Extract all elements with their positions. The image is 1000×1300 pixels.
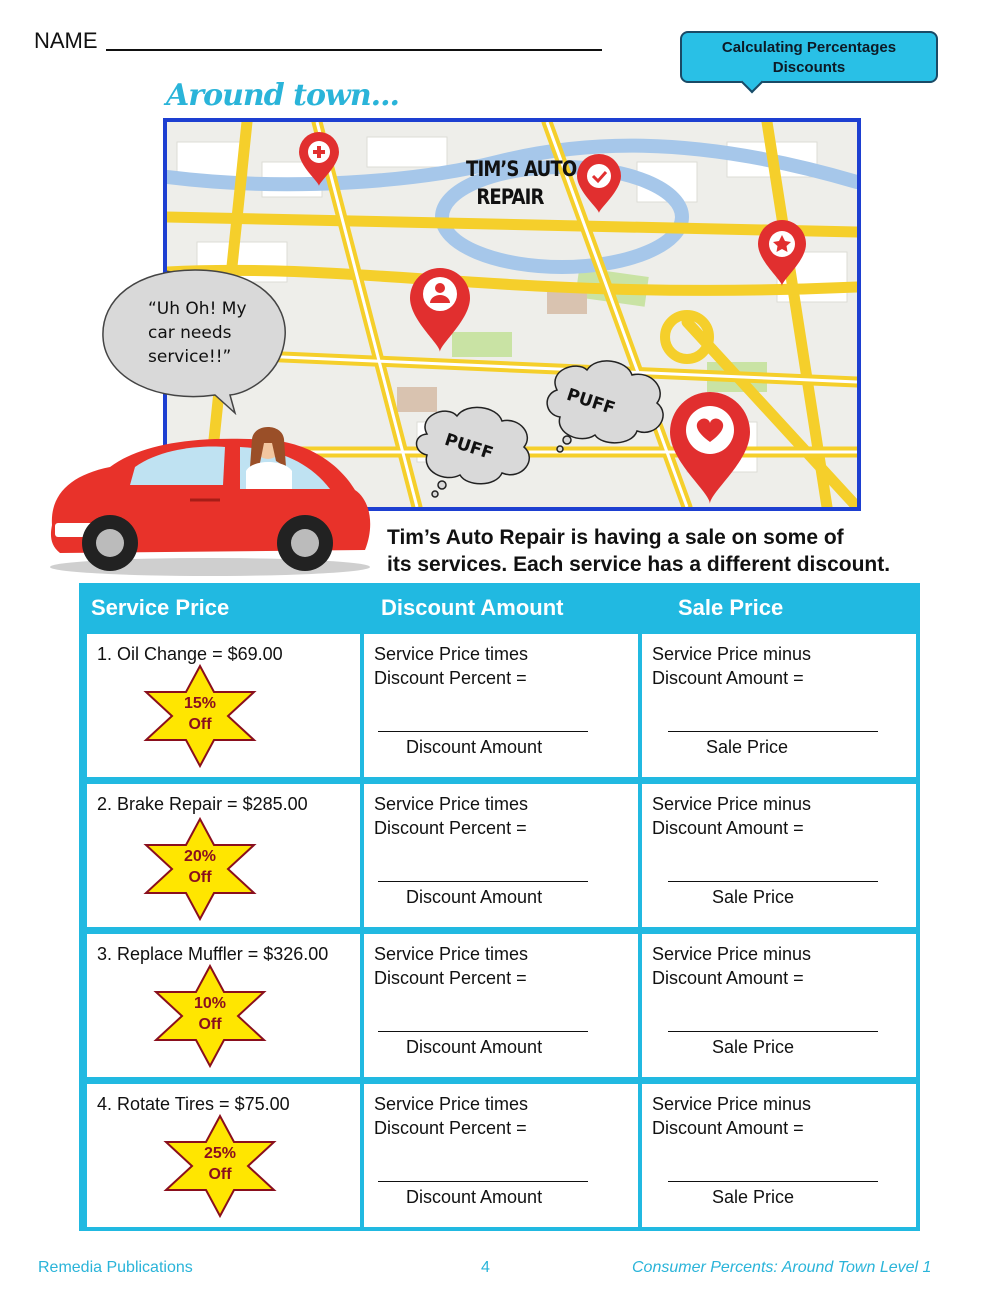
name-write-line[interactable] bbox=[106, 49, 602, 51]
header-sale-price: Sale Price bbox=[678, 595, 784, 620]
sale-instruction-line-1: Service Price minus bbox=[652, 644, 812, 664]
footer-book-title: Consumer Percents: Around Town Level 1 bbox=[632, 1259, 932, 1276]
topic-badge bbox=[680, 31, 938, 83]
sale-instruction bbox=[652, 792, 811, 840]
discount-answer-line[interactable] bbox=[378, 881, 588, 882]
sale-instruction-line-2: Discount Amount = bbox=[652, 818, 804, 838]
sale-cell bbox=[642, 934, 916, 1077]
speech-line-2: car needs bbox=[148, 323, 232, 343]
intro-line-2: its services. Each service has a different discount. bbox=[387, 553, 891, 576]
discount-instruction-line-2: Discount Percent = bbox=[374, 968, 527, 988]
discount-badge bbox=[152, 964, 268, 1068]
footer-publisher: Remedia Publications bbox=[38, 1259, 193, 1276]
sale-answer-line[interactable] bbox=[668, 881, 878, 882]
discount-instruction bbox=[374, 942, 528, 990]
discount-caption: Discount Amount bbox=[406, 1037, 543, 1057]
shop-name-label bbox=[466, 155, 576, 211]
discount-badge bbox=[142, 817, 258, 921]
table-header bbox=[79, 583, 920, 634]
sale-cell bbox=[642, 1084, 916, 1227]
discount-answer-line[interactable] bbox=[378, 731, 588, 732]
discount-instruction-line-2: Discount Percent = bbox=[374, 1118, 527, 1138]
discount-caption: Discount Amount bbox=[406, 887, 543, 907]
speech-line-3: service!!” bbox=[148, 347, 232, 367]
discount-percent: 10% bbox=[193, 995, 227, 1012]
footer-page-number: 4 bbox=[481, 1259, 490, 1276]
shop-name-line-1: TIM’S AUTO bbox=[466, 157, 577, 181]
sale-caption: Sale Price bbox=[712, 1187, 795, 1207]
discount-instruction-line-1: Service Price times bbox=[374, 1094, 529, 1114]
table-body bbox=[79, 634, 920, 1231]
puff-text-1: PUFF bbox=[564, 384, 618, 420]
service-label: 3. Replace Muffler = $326.00 bbox=[97, 944, 329, 964]
discount-caption: Discount Amount bbox=[406, 737, 543, 757]
discount-instruction bbox=[374, 642, 528, 690]
sale-answer-line[interactable] bbox=[668, 1031, 878, 1032]
sale-instruction-line-2: Discount Amount = bbox=[652, 1118, 804, 1138]
speech-text bbox=[148, 297, 273, 369]
discount-percent: 20% bbox=[183, 848, 217, 865]
discount-off: Off bbox=[188, 716, 212, 733]
sale-instruction-line-1: Service Price minus bbox=[652, 1094, 812, 1114]
discount-cell bbox=[364, 1084, 638, 1227]
sale-instruction-line-2: Discount Amount = bbox=[652, 968, 804, 988]
service-label: 4. Rotate Tires = $75.00 bbox=[97, 1094, 290, 1114]
service-cell bbox=[87, 784, 360, 927]
sale-instruction-line-1: Service Price minus bbox=[652, 944, 812, 964]
speech-line-1: “Uh Oh! My bbox=[148, 299, 247, 319]
discount-badge bbox=[162, 1114, 278, 1218]
header-discount-amount: Discount Amount bbox=[381, 595, 564, 620]
discount-caption: Discount Amount bbox=[406, 1187, 543, 1207]
sale-caption: Sale Price bbox=[706, 737, 789, 757]
shop-name-line-2: REPAIR bbox=[476, 185, 544, 209]
discount-table bbox=[79, 583, 920, 1231]
discount-percent: 15% bbox=[183, 695, 217, 712]
discount-instruction-line-2: Discount Percent = bbox=[374, 668, 527, 688]
service-cell bbox=[87, 1084, 360, 1227]
sale-cell bbox=[642, 634, 916, 777]
sale-caption: Sale Price bbox=[712, 1037, 795, 1057]
discount-cell bbox=[364, 934, 638, 1077]
discount-badge bbox=[142, 664, 258, 768]
sale-instruction-line-1: Service Price minus bbox=[652, 794, 812, 814]
sale-caption: Sale Price bbox=[712, 887, 795, 907]
discount-answer-line[interactable] bbox=[378, 1181, 588, 1182]
discount-instruction bbox=[374, 1092, 528, 1140]
topic-line-1: Calculating Percentages bbox=[721, 39, 897, 56]
puff-text-2: PUFF bbox=[442, 429, 496, 465]
discount-instruction-line-1: Service Price times bbox=[374, 944, 529, 964]
discount-instruction-line-1: Service Price times bbox=[374, 644, 529, 664]
discount-off: Off bbox=[198, 1016, 222, 1033]
intro-line-1: Tim’s Auto Repair is having a sale on some of bbox=[387, 526, 844, 549]
sale-instruction bbox=[652, 642, 811, 690]
discount-instruction bbox=[374, 792, 528, 840]
discount-off: Off bbox=[208, 1166, 232, 1183]
sale-cell bbox=[642, 784, 916, 927]
sale-answer-line[interactable] bbox=[668, 731, 878, 732]
header-service-price: Service Price bbox=[91, 595, 230, 620]
service-label: 2. Brake Repair = $285.00 bbox=[97, 794, 308, 814]
intro-text bbox=[387, 524, 890, 578]
discount-instruction-line-2: Discount Percent = bbox=[374, 818, 527, 838]
sale-answer-line[interactable] bbox=[668, 1181, 878, 1182]
discount-percent: 25% bbox=[203, 1145, 237, 1162]
service-cell bbox=[87, 634, 360, 777]
sale-instruction bbox=[652, 942, 811, 990]
topic-line-2: Discounts bbox=[772, 59, 846, 76]
discount-instruction-line-1: Service Price times bbox=[374, 794, 529, 814]
sale-instruction bbox=[652, 1092, 811, 1140]
discount-cell bbox=[364, 784, 638, 927]
discount-off: Off bbox=[188, 869, 212, 886]
sale-instruction-line-2: Discount Amount = bbox=[652, 668, 804, 688]
discount-answer-line[interactable] bbox=[378, 1031, 588, 1032]
section-title: Around town... bbox=[166, 78, 399, 113]
service-cell bbox=[87, 934, 360, 1077]
service-label: 1. Oil Change = $69.00 bbox=[97, 644, 283, 664]
name-label: NAME bbox=[34, 28, 98, 53]
discount-cell bbox=[364, 634, 638, 777]
red-car-illustration bbox=[40, 405, 380, 580]
